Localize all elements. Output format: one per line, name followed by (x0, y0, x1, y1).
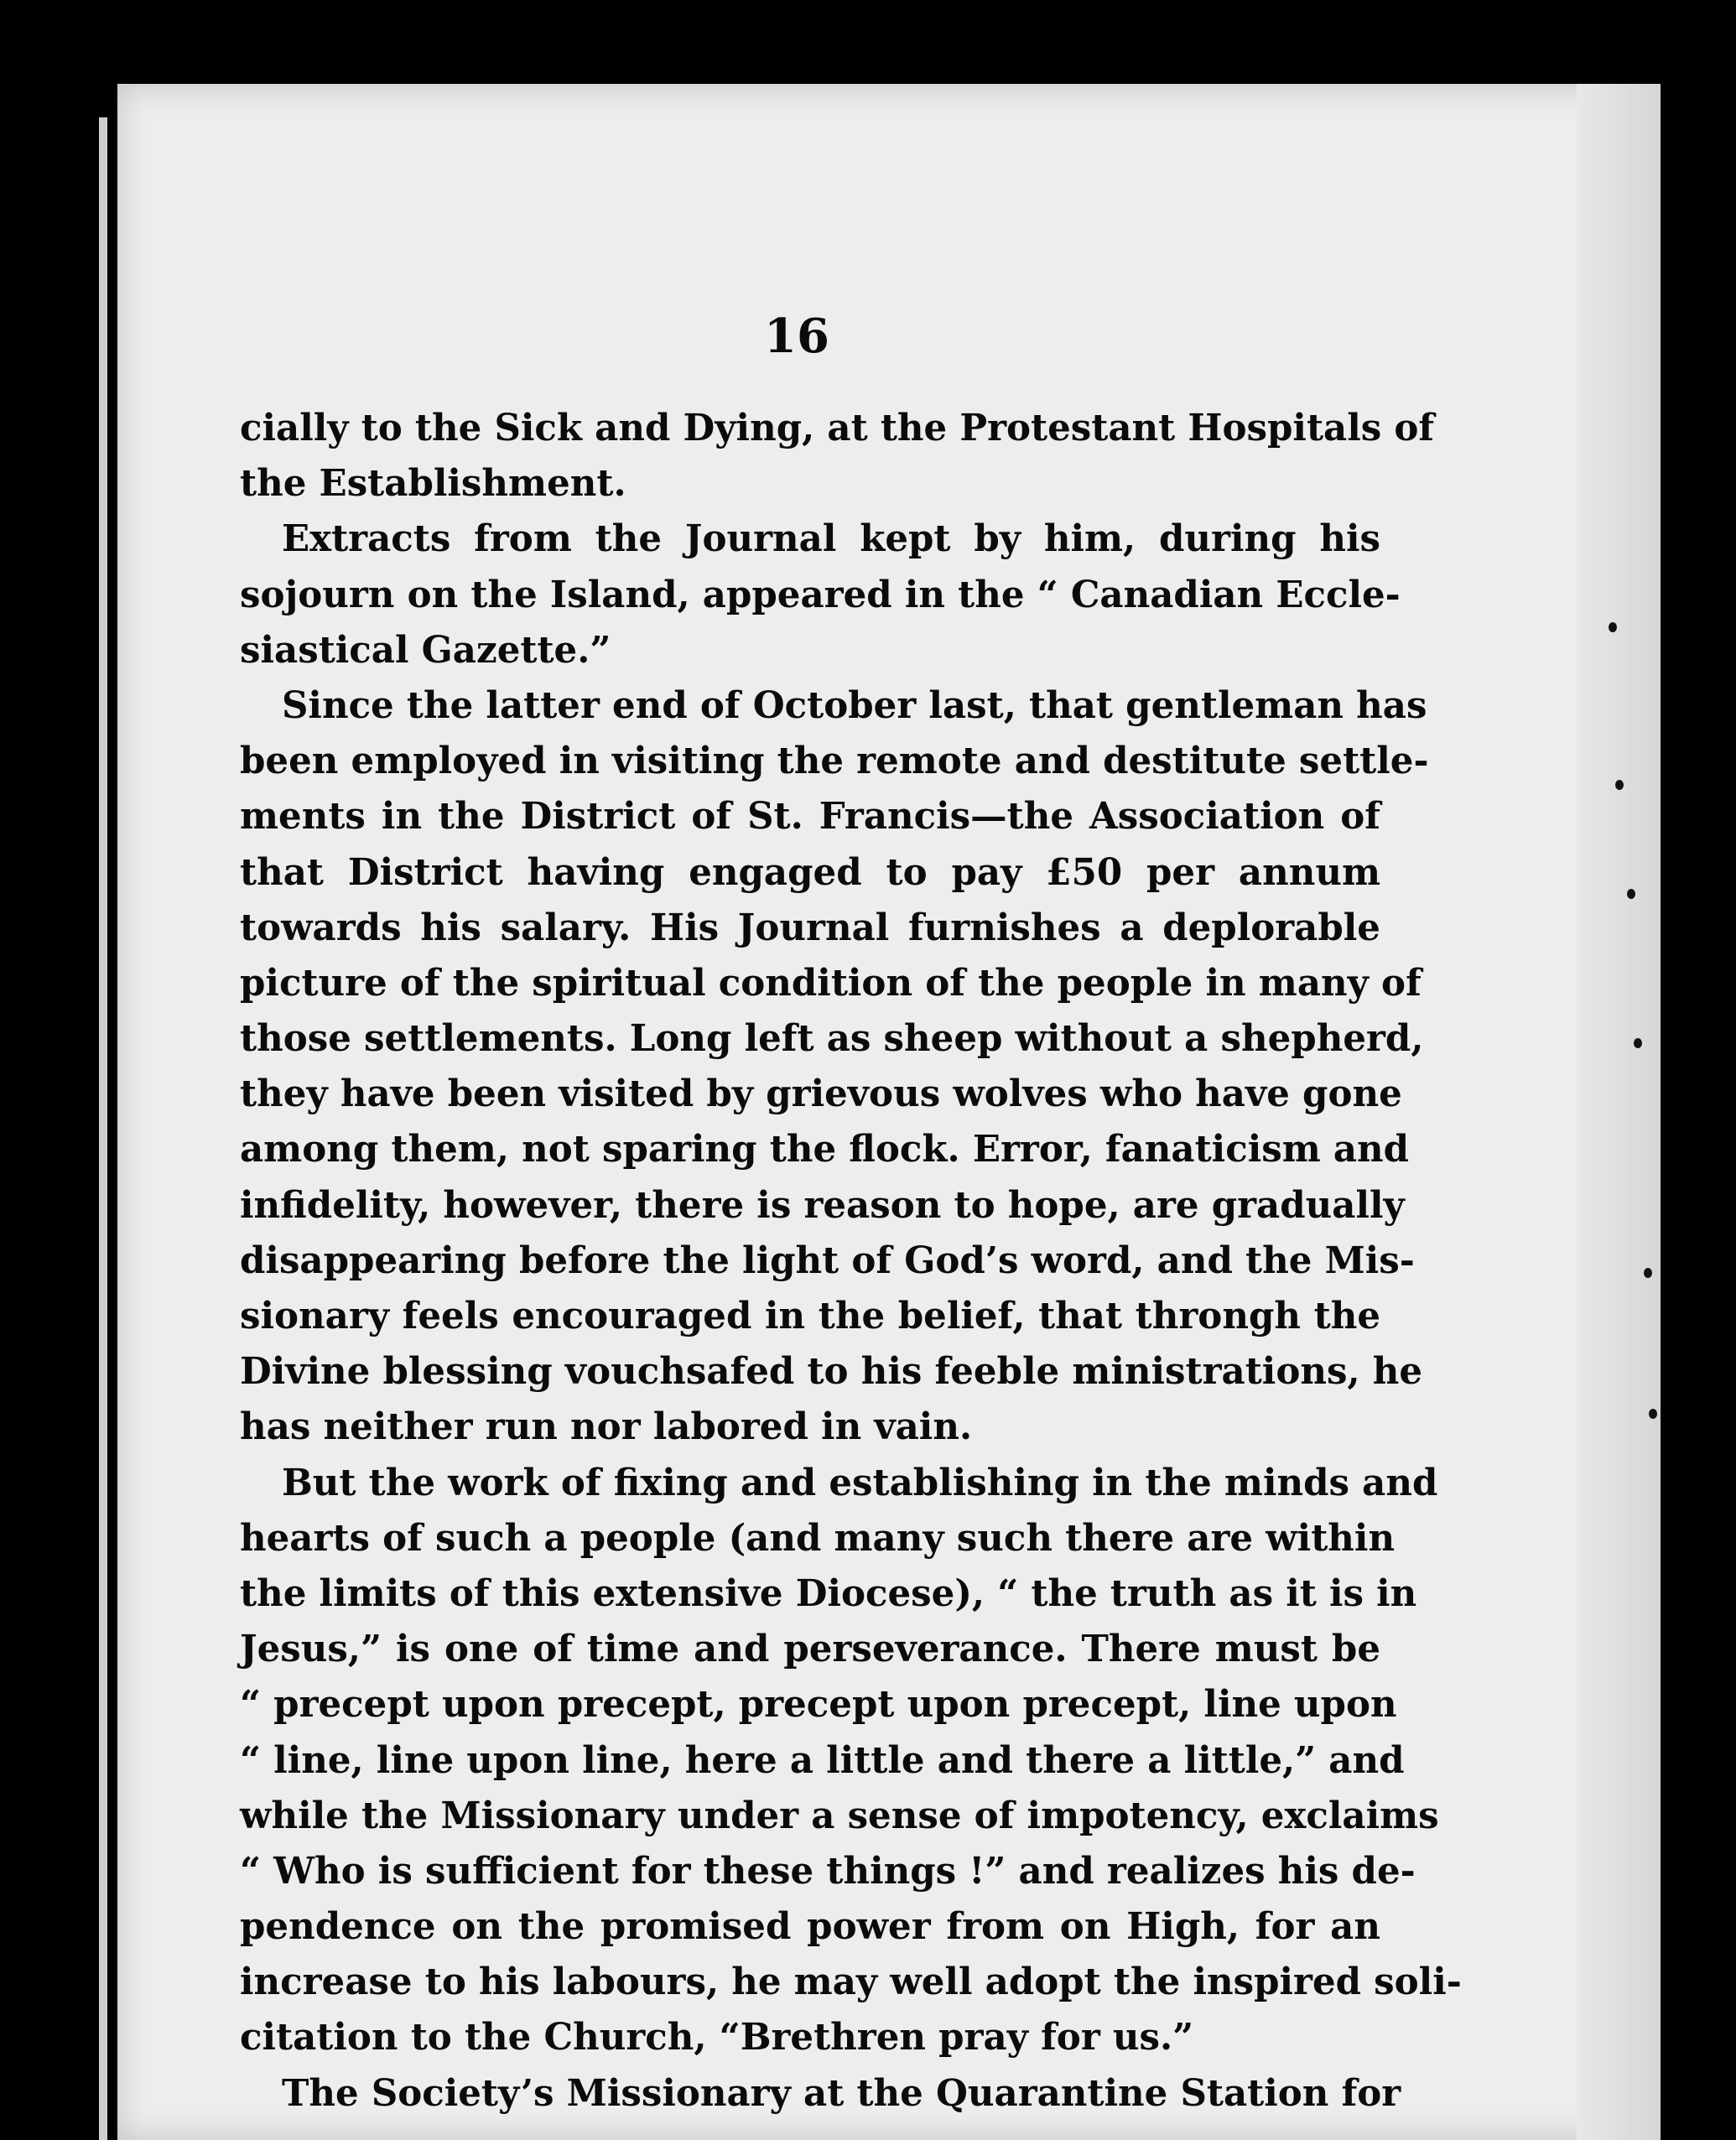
scan-speck (1649, 1409, 1657, 1419)
text-line: The Society’s Missionary at the Quarantine Station for (282, 2071, 1401, 2115)
text-line: “ Who is sufficient for these things !” and realizes his de- (240, 1849, 1416, 1893)
text-line: among them, not sparing the flock. Error, fanaticism and (240, 1128, 1410, 1171)
scan-speck (1609, 622, 1617, 632)
scan-speck (1615, 780, 1624, 790)
text-line: sojourn on the Island, appeared in the “ Canadian Eccle- (240, 573, 1401, 616)
text-line: the limits of this extensive Diocese), “ the truth as it is in (240, 1571, 1417, 1615)
text-line: has neither run nor labored in vain. (240, 1405, 973, 1449)
text-line: “ precept upon precept, precept upon precept, line upon (240, 1683, 1397, 1727)
text-line: Extracts from the Journal kept by him, during his (282, 517, 1380, 561)
text-line: towards his salary. His Journal furnishes a deplorable (240, 906, 1380, 949)
text-line: hearts of such a people (and many such there are within (240, 1516, 1396, 1560)
paragraph (240, 2066, 1401, 2122)
page-number: 16 (764, 309, 829, 364)
scan-speck (1644, 1268, 1652, 1278)
text-line: been employed in visiting the remote and destitute settle- (240, 740, 1429, 783)
page-right-margin-shadow (1577, 84, 1661, 2140)
text-line: cially to the Sick and Dying, at the Protestant Hospitals of (240, 407, 1435, 449)
text-line: sionary feels encouraged in the belief, that throngh the (240, 1295, 1380, 1338)
text-line: Jesus,” is one of time and perseverance. There must be (240, 1628, 1380, 1671)
text-line: that District having engaged to pay £50 per annum (240, 850, 1380, 894)
text-line: ments in the District of St. Francis—the Association of (240, 795, 1380, 839)
paragraph (240, 512, 1401, 678)
scan-speck (1634, 1038, 1642, 1048)
paragraph (240, 1456, 1462, 2066)
text-line: Divine blessing vouchsafed to his feeble ministrations, he (240, 1350, 1423, 1394)
text-line: Since the latter end of October last, that gentleman has (282, 683, 1427, 727)
text-line: picture of the spiritual condition of the people in many of (240, 961, 1422, 1005)
text-line: the Establishment. (240, 462, 626, 506)
text-line: infidelity, however, there is reason to hope, are gradually (240, 1183, 1405, 1227)
text-line: “ line, line upon line, here a little and there a little,” and (240, 1738, 1405, 1782)
text-line: while the Missionary under a sense of impotency, exclaims (240, 1794, 1439, 1837)
text-line: they have been visited by grievous wolves who have gone (240, 1073, 1402, 1116)
scan-speck (1627, 889, 1635, 899)
text-line: But the work of fixing and establishing in the minds and (282, 1461, 1438, 1504)
text-line: pendence on the promised power from on High, for an (240, 1905, 1380, 1949)
text-line: those settlements. Long left as sheep without a shepherd, (240, 1017, 1424, 1061)
page-body-text (240, 401, 1462, 2122)
paragraph (240, 401, 1435, 512)
page-binding-edge (99, 117, 107, 2140)
text-line: disappearing before the light of God’s word, and the Mis- (240, 1239, 1415, 1282)
text-line: citation to the Church, “Brethren pray for us.” (240, 2016, 1194, 2059)
text-line: siastical Gazette.” (240, 628, 611, 672)
text-line: increase to his labours, he may well adopt the inspired soli- (240, 1961, 1462, 2004)
paragraph (240, 678, 1429, 1456)
